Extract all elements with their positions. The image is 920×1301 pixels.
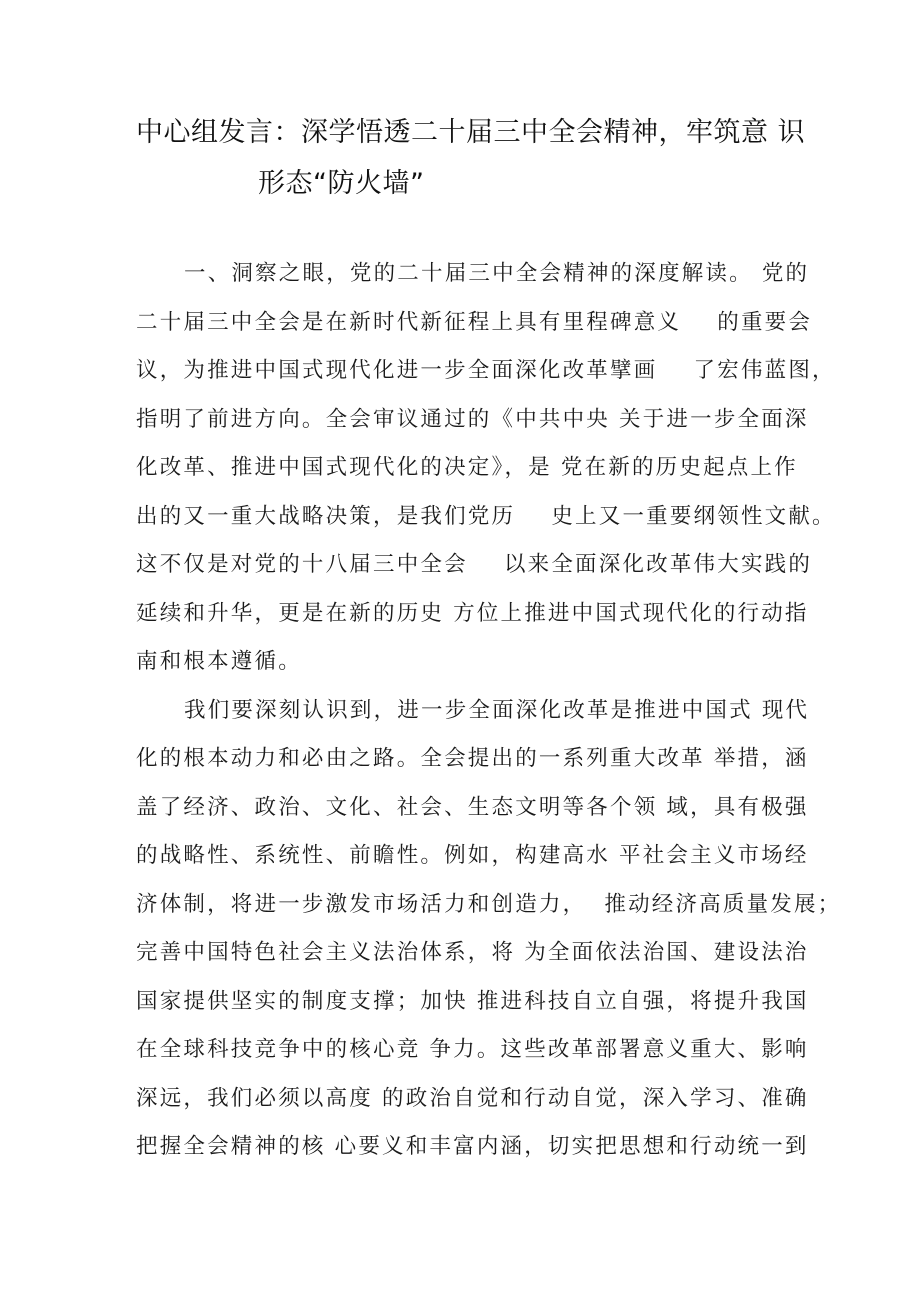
paragraph-line: 议，为推进中国式现代化进一步全面深化改革擘画 了宏伟蓝图， xyxy=(136,358,836,383)
paragraph-line: 二十届三中全会是在新时代新征程上具有里程碑意义 的重要会 xyxy=(136,309,813,335)
paragraph-line: 盖了经济、政治、文化、社会、生态文明等各个领 域，具有极强 xyxy=(136,794,809,820)
paragraph-line: 国家提供坚实的制度支撑；加快 推进科技自立自强，将提升我国 xyxy=(136,988,809,1014)
paragraph-line: 延续和升华，更是在新的历史 方位上推进中国式现代化的行动指 xyxy=(136,600,809,626)
document-body xyxy=(136,250,842,1172)
paragraph-line: 把握全会精神的核 心要义和丰富内涵，切实把思想和行动统一到 xyxy=(136,1134,809,1159)
paragraph-line: 这不仅是对党的十八届三中全会 以来全面深化改革伟大实践的 xyxy=(136,552,813,577)
paragraph-line: 深远，我们必须以高度 的政治自觉和行动自觉，深入学习、准确 xyxy=(136,1085,809,1111)
paragraph-line: 在全球科技竞争中的核心竞 争力。这些改革部署意义重大、影响 xyxy=(136,1037,809,1062)
document-title-line-1: 中心组发言：深学悟透二十届三中全会精神，牢筑意 识 xyxy=(136,117,806,148)
paragraph-line: 出的又一重大战略决策，是我们党历 史上又一重要纲领性文献。 xyxy=(136,503,836,529)
paragraph-line: 完善中国特色社会主义法治体系，将 为全面依法治国、建设法治 xyxy=(136,940,809,965)
paragraph-line: 化改革、推进中国式现代化的决定》，是 党在新的历史起点上作 xyxy=(136,455,798,480)
document-title-line-2: 形态“防火墙” xyxy=(258,168,425,199)
paragraph-line: 南和根本遵循。 xyxy=(136,649,302,674)
paragraph-line: 我们要深刻认识到，进一步全面深化改革是推进中国式 现代 xyxy=(184,697,810,723)
paragraph-1 xyxy=(136,250,836,687)
paragraph-2 xyxy=(136,687,842,1172)
paragraph-line: 指明了前进方向。全会审议通过的《中共中央 关于进一步全面深 xyxy=(136,406,809,432)
paragraph-line: 一、洞察之眼，党的二十届三中全会精神的深度解读。 党的 xyxy=(184,261,810,286)
paragraph-line: 化的根本动力和必由之路。全会提出的一系列重大改革 举措，涵 xyxy=(136,746,809,771)
paragraph-line: 济体制，将进一步激发市场活力和创造力， 推动经济高质量发展； xyxy=(136,891,842,917)
paragraph-line: 的战略性、系统性、前瞻性。例如，构建高水 平社会主义市场经 xyxy=(136,843,809,868)
